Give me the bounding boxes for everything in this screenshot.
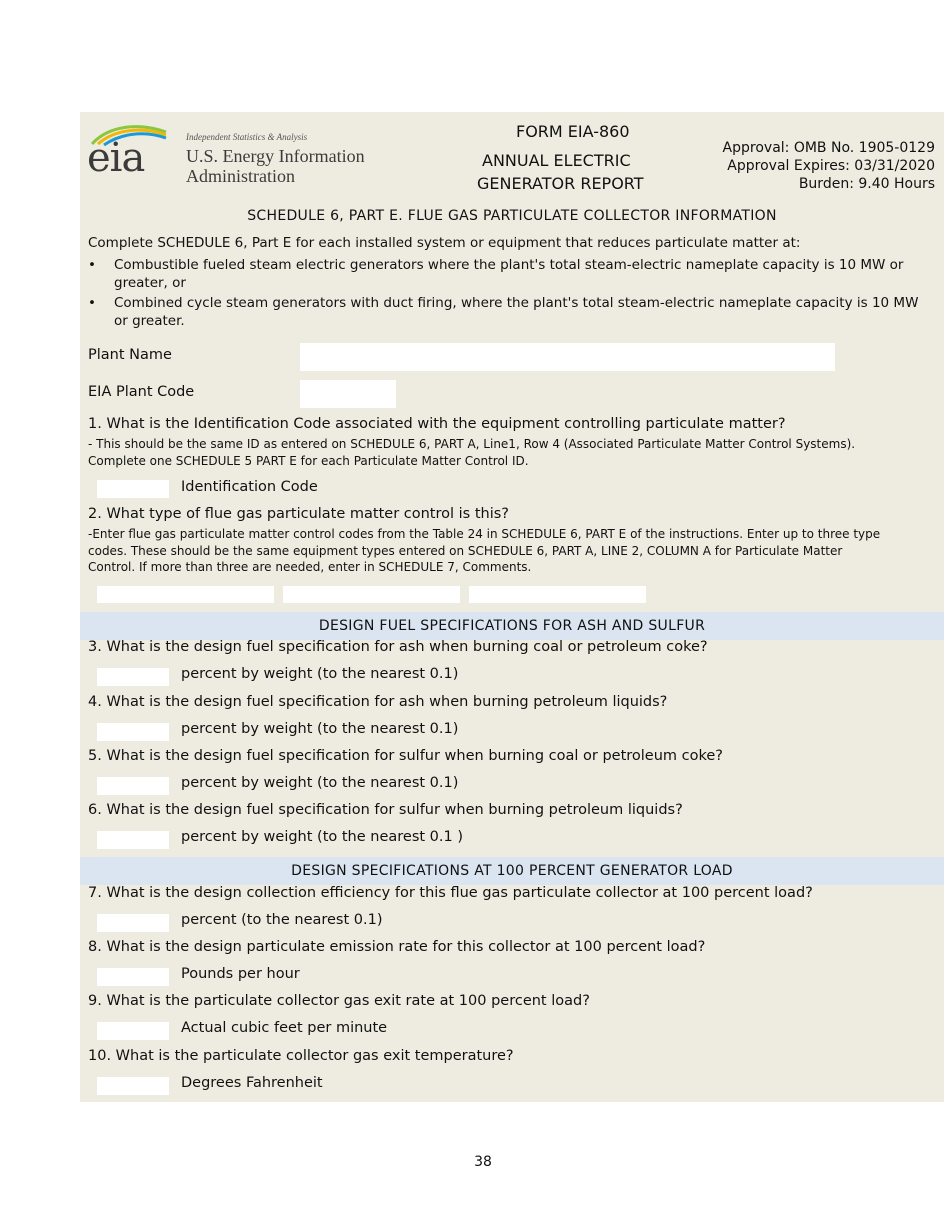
question-8-input[interactable]: [97, 968, 169, 986]
note-line: Complete one SCHEDULE 5 PART E for each Particulate Matter Control ID.: [88, 453, 529, 468]
question-1: 1. What is the Identification Code associated with the equipment controlling particulate matter?: [88, 416, 786, 432]
question-2-note: [88, 526, 928, 576]
question-7-unit: percent (to the nearest 0.1): [181, 912, 383, 928]
question-3: 3. What is the design fuel specification for ash when burning coal or petroleum coke?: [88, 639, 708, 655]
plant-name-input[interactable]: [300, 343, 835, 371]
approval-info: [723, 139, 935, 193]
question-5-input[interactable]: [97, 777, 169, 795]
control-type-input-1[interactable]: [97, 586, 274, 603]
question-6-unit: percent by weight (to the nearest 0.1 ): [181, 829, 463, 845]
page-number: 38: [474, 1154, 492, 1170]
question-3-input[interactable]: [97, 668, 169, 686]
schedule-title: SCHEDULE 6, PART E. FLUE GAS PARTICULATE COLLECTOR INFORMATION: [247, 208, 777, 224]
question-8-unit: Pounds per hour: [181, 966, 300, 982]
note-line: Control. If more than three are needed, enter in SCHEDULE 7, Comments.: [88, 560, 532, 574]
bullet-item: [88, 294, 928, 330]
question-9-unit: Actual cubic feet per minute: [181, 1020, 388, 1036]
section-heading-ash-sulfur: DESIGN FUEL SPECIFICATIONS FOR ASH AND SULFUR: [80, 612, 944, 640]
plant-name-label: Plant Name: [88, 347, 172, 363]
question-2: 2. What type of flue gas particulate matter control is this?: [88, 506, 509, 522]
approval-burden: Burden: 9.40 Hours: [798, 176, 935, 192]
question-9: 9. What is the particulate collector gas exit rate at 100 percent load?: [88, 993, 590, 1009]
question-7: 7. What is the design collection efficiency for this flue gas particulate collector at 100 percent load?: [88, 885, 813, 901]
section-heading-load: DESIGN SPECIFICATIONS AT 100 PERCENT GENERATOR LOAD: [80, 857, 944, 885]
identification-code-label: Identification Code: [181, 479, 318, 495]
question-5-unit: percent by weight (to the nearest 0.1): [181, 775, 459, 791]
intro-text: Complete SCHEDULE 6, Part E for each installed system or equipment that reduces particulate matter at:: [88, 235, 801, 251]
question-8: 8. What is the design particulate emission rate for this collector at 100 percent load?: [88, 939, 706, 955]
bullet-dot: •: [88, 257, 96, 273]
question-4-input[interactable]: [97, 723, 169, 741]
identification-code-input[interactable]: [97, 480, 169, 498]
question-5: 5. What is the design fuel specification for sulfur when burning coal or petroleum coke?: [88, 748, 723, 764]
plant-code-label: EIA Plant Code: [88, 384, 195, 400]
approval-expires: Approval Expires: 03/31/2020: [727, 158, 935, 174]
note-line: - This should be the same ID as entered on SCHEDULE 6, PART A, Line1, Row 4 (Associated Particulate Matter Control Systems).: [88, 437, 856, 451]
note-line: -Enter flue gas particulate matter control codes from the Table 24 in SCHEDULE 6, PART E of the instructions. Enter up to three type: [88, 527, 881, 541]
question-4-unit: percent by weight (to the nearest 0.1): [181, 721, 459, 737]
report-title-line1: ANNUAL ELECTRIC: [482, 151, 631, 170]
approval-omb: Approval: OMB No. 1905-0129: [722, 140, 935, 156]
question-3-unit: percent by weight (to the nearest 0.1): [181, 666, 459, 682]
question-6: 6. What is the design fuel specification for sulfur when burning petroleum liquids?: [88, 802, 683, 818]
control-type-input-2[interactable]: [283, 586, 460, 603]
question-10-input[interactable]: [97, 1077, 169, 1095]
bullet-dot: •: [88, 295, 96, 311]
bullet-text: Combined cycle steam generators with duct firing, where the plant's total steam-electric nameplate capacity is 10 MW or greater.: [114, 295, 919, 329]
question-7-input[interactable]: [97, 914, 169, 932]
question-6-input[interactable]: [97, 831, 169, 849]
report-title-line2: GENERATOR REPORT: [477, 174, 644, 193]
agency-tagline: Independent Statistics & Analysis: [186, 132, 308, 142]
question-10-unit: Degrees Fahrenheit: [181, 1075, 323, 1091]
question-4: 4. What is the design fuel specification for ash when burning petroleum liquids?: [88, 694, 668, 710]
bullet-text: Combustible fueled steam electric generators where the plant's total steam-electric nameplate capacity is 10 MW or greater, or: [114, 257, 904, 291]
eia-logo-text: eia: [87, 135, 145, 181]
question-10: 10. What is the particulate collector gas exit temperature?: [88, 1048, 514, 1064]
question-9-input[interactable]: [97, 1022, 169, 1040]
bullet-item: [88, 256, 928, 292]
note-line: codes. These should be the same equipment types entered on SCHEDULE 6, PART A, LINE 2, COLUMN A for Particulate Matter: [88, 543, 843, 558]
control-type-input-3[interactable]: [469, 586, 646, 603]
plant-code-input[interactable]: [300, 380, 396, 408]
form-id: FORM EIA-860: [516, 122, 630, 141]
agency-name: [186, 146, 365, 186]
agency-name-line2: Administration: [186, 166, 295, 186]
question-1-note: [88, 436, 928, 469]
agency-name-line1: U.S. Energy Information: [186, 146, 365, 166]
